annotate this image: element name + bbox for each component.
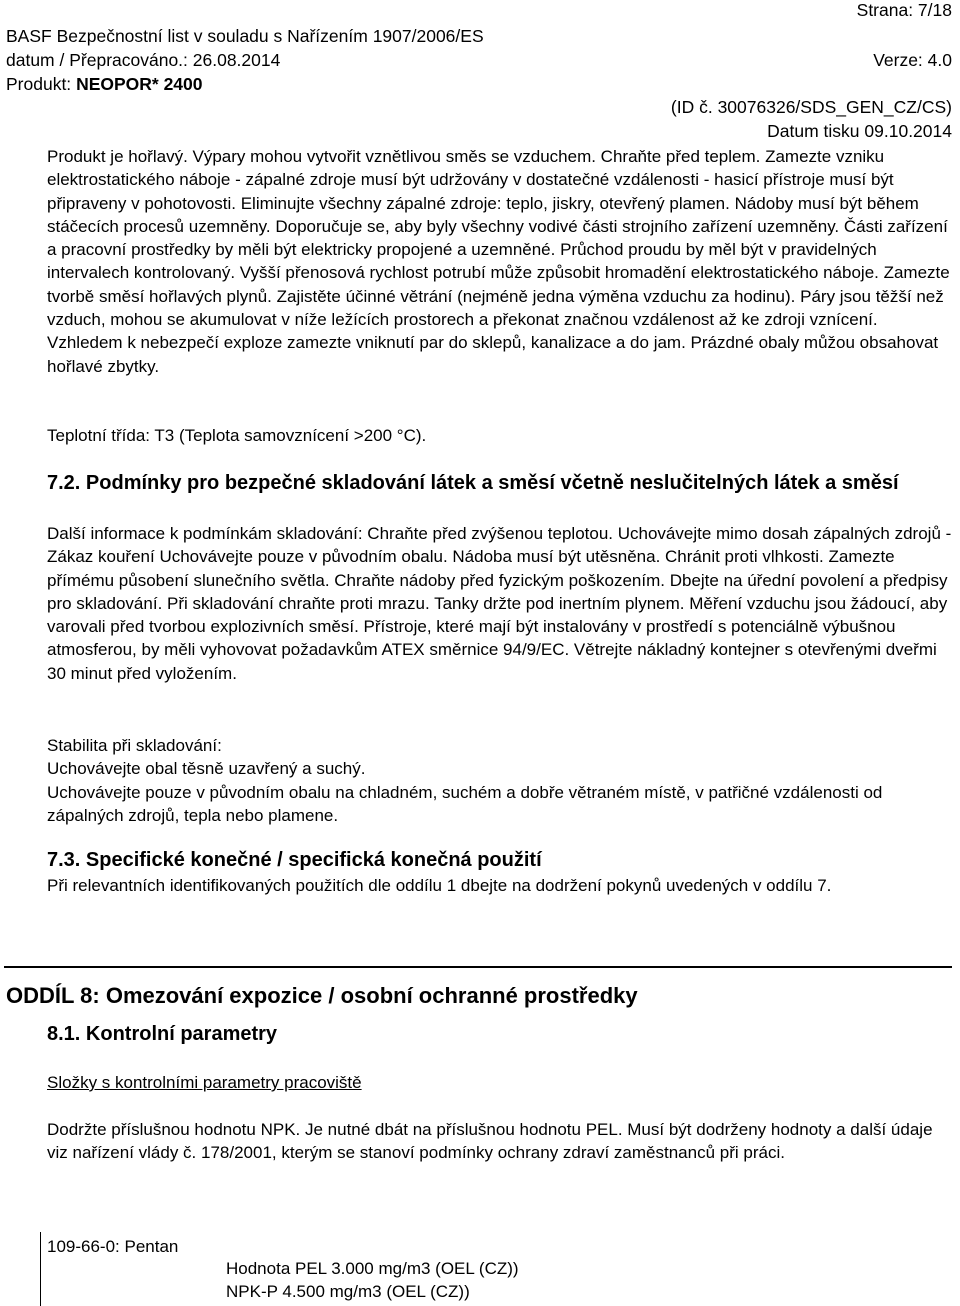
stability-line-1: Uchovávejte obal těsně uzavřený a suchý.	[47, 759, 366, 779]
components-label-block	[47, 1071, 952, 1094]
heading-8-1: 8.1. Kontrolní parametry	[47, 1023, 278, 1045]
table-left-border	[40, 1232, 41, 1306]
npk-paragraph-text: Dodržte příslušnou hodnotu NPK. Je nutné dbát na příslušnou hodnotu PEL. Musí být dodrženy hodnoty a další údaje viz nařízení vlády č. 178/2001, kterým se stanoví podmínky ochrany zdraví zaměstnanců při práci.	[47, 1120, 933, 1163]
heading-section-8: ODDÍL 8: Omezování expozice / osobní ochranné prostředky	[6, 983, 638, 1008]
heading-7-2: 7.2. Podmínky pro bezpečné skladování látek a směsí včetně neslučitelných látek a směsí	[47, 472, 899, 494]
product-line	[6, 74, 203, 94]
page-number: Strana: 7/18	[856, 0, 952, 20]
version: Verze: 4.0	[873, 50, 952, 70]
components-label: Složky s kontrolními parametry pracoviště	[47, 1073, 362, 1092]
section-divider	[4, 966, 952, 968]
stability-block	[47, 734, 952, 827]
temperature-class	[47, 424, 952, 447]
substance-name: 109-66-0: Pentan	[47, 1237, 179, 1256]
document-title: BASF Bezpečnostní list v souladu s Nařízením 1907/2006/ES	[6, 26, 484, 46]
handling-text: Produkt je hořlavý. Výpary mohou vytvořit vznětlivou směs se vzduchem. Chraňte před teplem. Zamezte vzniku elektrostatického náboje - zápalné zdroje musí být udržovány v dostatečné vzdálenosti - hasicí přístroje musí být připraveny v pohotovosti. Eliminujte všechny zápalné zdroje: teplo, jiskry, otevřený plamen. Nádoby musí být během stáčecích procesů uzemněny. Doporučuje se, aby byly všechny vodivé části strojního zařízení uzemněny. Části zařízení a pracovní prostředky by měli být elektricky propojené a uzemněné. Průchod proudu by měl být v pravidelných intervalech kontrolovaný. Vyšší přenosová rychlost potrubí může způsobit hromadění elektrostatického náboje. Zamezte tvorbě směsí hořlavých plynů. Zajistěte účinné větrání (nejméně jedna výměna vzduchu za hodinu). Páry jsou těžší než vzduch, mohou se akumulovat v níže ležících prostorech a překonat značnou vzdálenost až ke zdroji vznícení. Vzhledem k nebezpečí exploze zamezte vniknutí par do sklepů, kanalizace a do jam. Prázdné obaly můžou obsahovat hořlavé zbytky.	[47, 147, 950, 376]
npk-paragraph	[47, 1118, 952, 1165]
storage-paragraph	[47, 522, 952, 685]
heading-7-3: 7.3. Specifické konečné / specifická konečná použití	[47, 849, 542, 871]
specific-use-paragraph	[47, 874, 952, 897]
specific-use-text: Při relevantních identifikovaných použitích dle oddílu 1 dbejte na dodržení pokynů uvedených v oddílu 7.	[47, 876, 832, 895]
handling-paragraph	[47, 145, 952, 378]
stability-line-2: Uchovávejte pouze v původním obalu na chladném, suchém a dobře větraném místě, v patřičné vzdálenosti od zápalných zdrojů, tepla nebo plamene.	[47, 782, 883, 825]
print-date: Datum tisku 09.10.2014	[767, 121, 952, 141]
storage-text: Další informace k podmínkám skladování: Chraňte před zvýšenou teplotou. Uchovávejte mimo dosah zápalných zdrojů - Zákaz kouření Uchovávejte pouze v původním obalu. Nádoba musí být utěsněna. Chránit proti vlhkosti. Zamezte přímému působení slunečního světla. Chraňte nádoby před fyzickým poškozením. Dbejte na úřední povolení a předpisy pro skladování. Při skladování chraňte proti mrazu. Tanky držte pod inertním plynem. Měření vzduchu jsou žádoucí, aby varovali před tvorbou explozivních směsí. Přístroje, které mají být instalovány v prostředí s potenciálně výbušnou atmosferou, by měli vyhovovat požadavkům ATEX směrnice 94/9/EC. Větrejte nákladný kontejner s otevřenými dveřmi 30 minut před vyložením.	[47, 524, 952, 683]
stability-label: Stabilita při skladování:	[47, 736, 222, 755]
revision-date: datum / Přepracováno.: 26.08.2014	[6, 50, 281, 70]
document-id: (ID č. 30076326/SDS_GEN_CZ/CS)	[670, 97, 952, 117]
product-name: NEOPOR* 2400	[76, 74, 203, 94]
temperature-class-text: Teplotní třída: T3 (Teplota samovznícení >200 °C).	[47, 426, 427, 445]
pel-value: Hodnota PEL 3.000 mg/m3 (OEL (CZ))	[226, 1259, 519, 1278]
product-label: Produkt:	[6, 74, 72, 94]
npk-value: NPK-P 4.500 mg/m3 (OEL (CZ))	[226, 1282, 470, 1301]
